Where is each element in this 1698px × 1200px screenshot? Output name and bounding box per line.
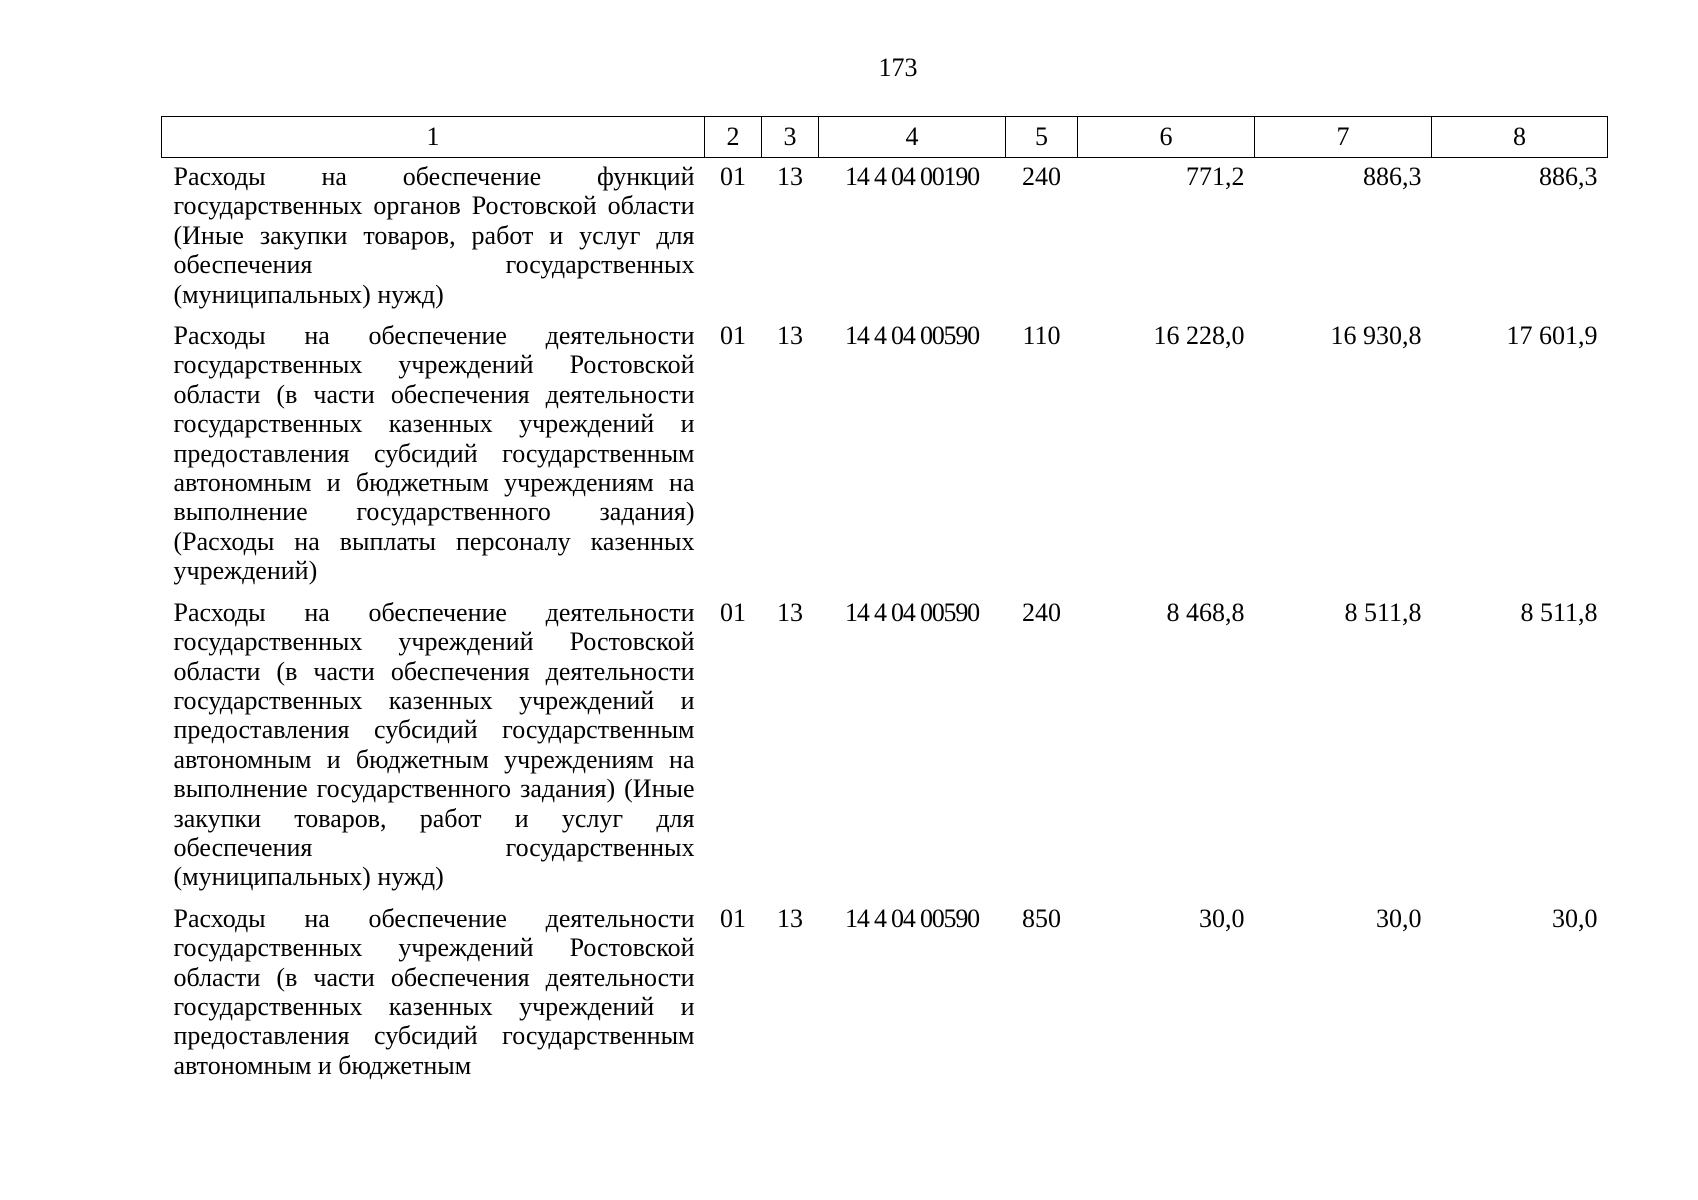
row-amount-col-7: 16 930,8 — [1330, 321, 1422, 351]
row-amount-col-8: 30,0 — [1552, 903, 1598, 933]
page-number: 173 — [878, 53, 918, 82]
row-amount-col-6: 30,0 — [1199, 903, 1245, 933]
budget-table — [161, 116, 1608, 1088]
row-section: 01 — [720, 597, 746, 627]
row-amount-col-7: 886,3 — [1363, 162, 1422, 191]
table-row — [162, 594, 1608, 900]
header-col-6: 6 — [1078, 117, 1255, 158]
row-amount-col-8: 8 511,8 — [1520, 597, 1598, 627]
row-section: 01 — [720, 162, 746, 191]
row-expense-type: 850 — [1022, 903, 1061, 933]
row-description-cell — [162, 900, 705, 1088]
row-expense-type: 240 — [1022, 597, 1061, 627]
row-target-article: 14 4 04 00590 — [845, 321, 979, 351]
row-amount-col-8: 17 601,9 — [1506, 321, 1598, 351]
table-body — [162, 158, 1608, 1088]
row-subsection: 13 — [777, 903, 803, 933]
table-header — [162, 117, 1608, 158]
header-col-1: 1 — [162, 117, 705, 158]
row-section: 01 — [720, 321, 746, 351]
row-description: Расходы на обеспечение деятельности государственных учреждений Ростовской области (в части обеспечения деятельности государственных казенных учреждений и предоставления субсидий государственным автономным и бюджетным — [173, 903, 695, 1080]
header-col-3: 3 — [762, 117, 819, 158]
header-col-8: 8 — [1432, 117, 1608, 158]
header-row — [162, 117, 1608, 158]
row-expense-type: 110 — [1022, 321, 1061, 351]
row-description: Расходы на обеспечение функций государственных органов Ростовской области (Иные закупки товаров, работ и услуг для обеспечения государственных (муниципальных) нужд) — [173, 162, 695, 309]
table-row — [162, 900, 1608, 1088]
row-target-article: 14 4 04 00190 — [845, 162, 979, 191]
header-col-5: 5 — [1006, 117, 1078, 158]
row-amount-col-8: 886,3 — [1539, 162, 1598, 191]
row-target-article: 14 4 04 00590 — [845, 903, 979, 933]
row-amount-col-6: 8 468,8 — [1166, 597, 1245, 627]
header-col-7: 7 — [1255, 117, 1432, 158]
row-amount-col-6: 16 228,0 — [1153, 321, 1245, 351]
row-amount-col-7: 8 511,8 — [1344, 597, 1422, 627]
row-description: Расходы на обеспечение деятельности государственных учреждений Ростовской области (в части обеспечения деятельности государственных казенных учреждений и предоставления субсидий государственным автономным и бюджетным учреждениям на выполнение государственного задания) (Расходы на выплаты персоналу казенных учреждений) — [173, 321, 695, 586]
row-description: Расходы на обеспечение деятельности государственных учреждений Ростовской области (в части обеспечения деятельности государственных казенных учреждений и предоставления субсидий государственным автономным и бюджетным учреждениям на выполнение государственного задания) (Иные закупки товаров, работ и услуг для обеспечения государственных (муниципальных) нужд) — [173, 597, 695, 892]
row-section: 01 — [720, 903, 746, 933]
row-amount-col-7: 30,0 — [1376, 903, 1422, 933]
table-row — [162, 158, 1608, 318]
header-col-4: 4 — [819, 117, 1006, 158]
row-subsection: 13 — [777, 597, 803, 627]
header-col-2: 2 — [705, 117, 762, 158]
table-row — [162, 317, 1608, 594]
row-subsection: 13 — [777, 321, 803, 351]
row-expense-type: 240 — [1022, 162, 1061, 191]
row-amount-col-6: 771,2 — [1186, 162, 1245, 191]
row-target-article: 14 4 04 00590 — [845, 597, 979, 627]
row-subsection: 13 — [777, 162, 803, 191]
